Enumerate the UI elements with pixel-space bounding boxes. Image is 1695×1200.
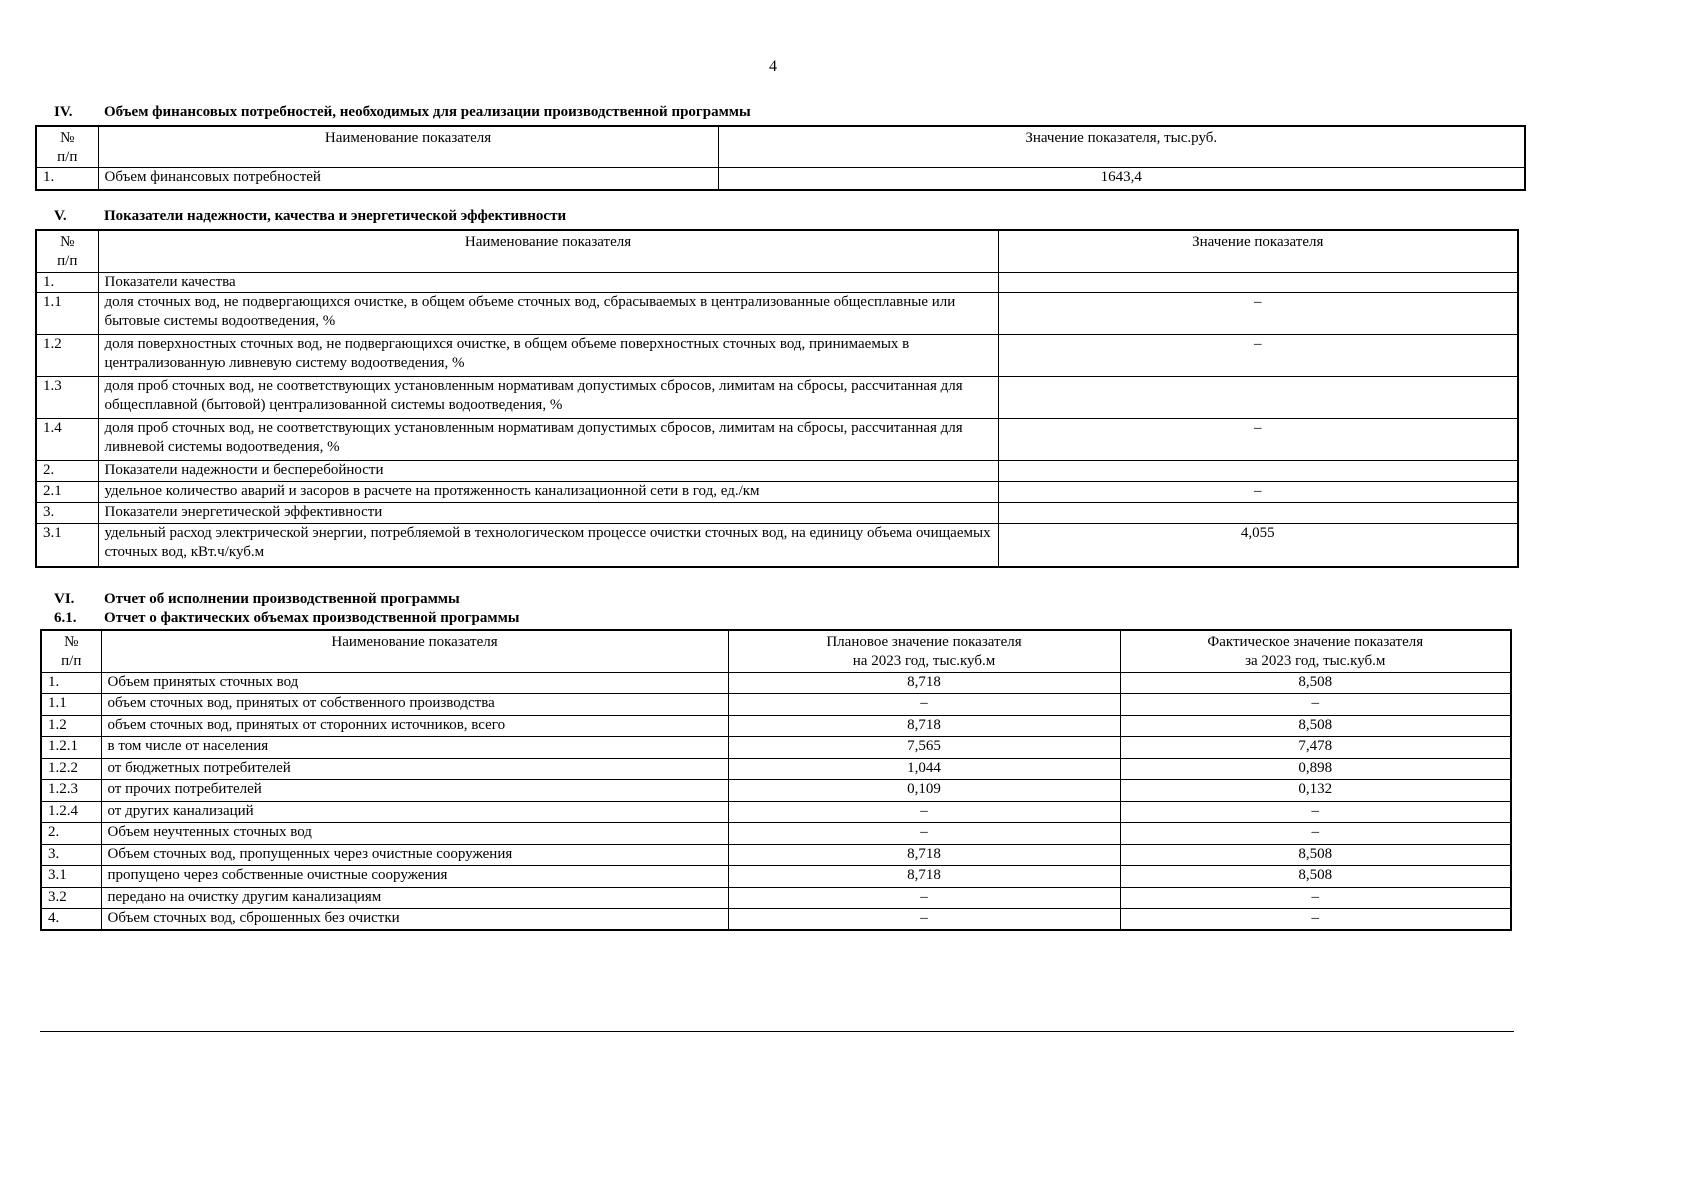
row-fact: – bbox=[1120, 801, 1511, 823]
header-num: № п/п bbox=[36, 230, 98, 272]
table-row bbox=[36, 418, 1518, 460]
row-name: Показатели качества bbox=[98, 272, 998, 292]
row-num: 2. bbox=[36, 460, 98, 481]
header-value: Значение показателя, тыс.руб. bbox=[718, 126, 1525, 168]
row-num: 3. bbox=[41, 844, 101, 866]
row-num: 1.2 bbox=[41, 715, 101, 737]
table-row bbox=[41, 694, 1511, 716]
row-plan: 8,718 bbox=[728, 866, 1120, 888]
row-value: – bbox=[998, 292, 1518, 334]
row-name: от других канализаций bbox=[101, 801, 728, 823]
row-num: 1. bbox=[36, 168, 98, 190]
row-name: объем сточных вод, принятых от собственного производства bbox=[101, 694, 728, 716]
row-name: доля проб сточных вод, не соответствующих установленным нормативам допустимых сбросов, лимитам на сбросы, рассчитанная для общесплавной (бытовой) централизованной системы водоотведения, % bbox=[98, 376, 998, 418]
row-num: 3.1 bbox=[36, 523, 98, 567]
row-name: Показатели надежности и бесперебойности bbox=[98, 460, 998, 481]
table-row bbox=[41, 866, 1511, 888]
row-num: 1.2.3 bbox=[41, 780, 101, 802]
row-fact: 8,508 bbox=[1120, 715, 1511, 737]
header-fact: Фактическое значение показателя за 2023 год, тыс.куб.м bbox=[1120, 630, 1511, 672]
table-row bbox=[36, 502, 1518, 523]
row-value bbox=[998, 460, 1518, 481]
row-value bbox=[998, 376, 1518, 418]
table-row bbox=[36, 523, 1518, 567]
row-name: передано на очистку другим канализациям bbox=[101, 887, 728, 909]
table-row bbox=[36, 460, 1518, 481]
row-value: – bbox=[998, 334, 1518, 376]
row-plan: 8,718 bbox=[728, 715, 1120, 737]
header-name: Наименование показателя bbox=[101, 630, 728, 672]
table-header-row bbox=[41, 630, 1511, 672]
row-value: 1643,4 bbox=[718, 168, 1525, 190]
section-6-1-heading: Отчет о фактических объемах производственной программы bbox=[104, 610, 520, 626]
row-num: 3.1 bbox=[41, 866, 101, 888]
row-name: Объем неучтенных сточных вод bbox=[101, 823, 728, 845]
header-num: № п/п bbox=[41, 630, 101, 672]
row-num: 3. bbox=[36, 502, 98, 523]
row-plan: 8,718 bbox=[728, 672, 1120, 694]
footer-divider bbox=[40, 1031, 1514, 1032]
header-num: № п/п bbox=[36, 126, 98, 168]
section-4-heading: Объем финансовых потребностей, необходимых для реализации производственной программы bbox=[104, 104, 751, 120]
table-row bbox=[41, 672, 1511, 694]
table-row bbox=[36, 168, 1525, 190]
table-row bbox=[41, 823, 1511, 845]
table-row bbox=[36, 334, 1518, 376]
row-plan: – bbox=[728, 887, 1120, 909]
table-row bbox=[41, 737, 1511, 759]
row-num: 2.1 bbox=[36, 481, 98, 502]
section-6-heading: Отчет об исполнении производственной программы bbox=[104, 591, 460, 607]
financial-needs-table bbox=[35, 125, 1526, 191]
row-plan: – bbox=[728, 694, 1120, 716]
row-num: 1. bbox=[36, 272, 98, 292]
section-6-1-title bbox=[54, 610, 520, 627]
reliability-table bbox=[35, 229, 1519, 568]
section-4-number: IV. bbox=[54, 104, 73, 120]
row-value: – bbox=[998, 481, 1518, 502]
row-num: 1.1 bbox=[36, 292, 98, 334]
table-row bbox=[36, 376, 1518, 418]
row-name: от прочих потребителей bbox=[101, 780, 728, 802]
table-row bbox=[36, 481, 1518, 502]
row-num: 1.2 bbox=[36, 334, 98, 376]
section-5-title bbox=[54, 208, 567, 225]
row-name: Объем сточных вод, сброшенных без очистки bbox=[101, 909, 728, 931]
table-row bbox=[41, 780, 1511, 802]
row-name: удельный расход электрической энергии, потребляемой в технологическом процессе очистки сточных вод, на единицу объема очищаемых сточных вод, кВт.ч/куб.м bbox=[98, 523, 998, 567]
row-name: Объем принятых сточных вод bbox=[101, 672, 728, 694]
row-name: от бюджетных потребителей bbox=[101, 758, 728, 780]
row-name: Объем сточных вод, пропущенных через очистные сооружения bbox=[101, 844, 728, 866]
row-name: доля сточных вод, не подвергающихся очистке, в общем объеме сточных вод, сбрасываемых в централизованные общесплавные или бытовые системы водоотведения, % bbox=[98, 292, 998, 334]
row-num: 4. bbox=[41, 909, 101, 931]
row-num: 1.2.1 bbox=[41, 737, 101, 759]
section-5-heading: Показатели надежности, качества и энергетической эффективности bbox=[104, 208, 567, 224]
table-row bbox=[41, 715, 1511, 737]
table-row bbox=[36, 292, 1518, 334]
table-row bbox=[41, 801, 1511, 823]
row-plan: 0,109 bbox=[728, 780, 1120, 802]
row-name: Объем финансовых потребностей bbox=[98, 168, 718, 190]
row-fact: – bbox=[1120, 823, 1511, 845]
table-row bbox=[41, 758, 1511, 780]
row-plan: 8,718 bbox=[728, 844, 1120, 866]
row-name: пропущено через собственные очистные сооружения bbox=[101, 866, 728, 888]
row-fact: 7,478 bbox=[1120, 737, 1511, 759]
table-header-row bbox=[36, 230, 1518, 272]
row-num: 1.2.4 bbox=[41, 801, 101, 823]
row-name: удельное количество аварий и засоров в расчете на протяженность канализационной сети в год, ед./км bbox=[98, 481, 998, 502]
row-num: 1.4 bbox=[36, 418, 98, 460]
row-value: 4,055 bbox=[998, 523, 1518, 567]
table-header-row bbox=[36, 126, 1525, 168]
row-num: 3.2 bbox=[41, 887, 101, 909]
row-fact: 0,898 bbox=[1120, 758, 1511, 780]
volumes-report-table bbox=[40, 629, 1512, 931]
row-plan: – bbox=[728, 823, 1120, 845]
section-6-title bbox=[54, 591, 460, 608]
row-num: 2. bbox=[41, 823, 101, 845]
section-6-1-number: 6.1. bbox=[54, 610, 77, 626]
row-name: доля проб сточных вод, не соответствующих установленным нормативам допустимых сбросов, лимитам на сбросы, рассчитанная для ливневой системы водоотведения, % bbox=[98, 418, 998, 460]
header-name: Наименование показателя bbox=[98, 126, 718, 168]
row-value bbox=[998, 502, 1518, 523]
row-num: 1.3 bbox=[36, 376, 98, 418]
row-num: 1. bbox=[41, 672, 101, 694]
section-6-number: VI. bbox=[54, 591, 75, 607]
row-plan: – bbox=[728, 909, 1120, 931]
row-fact: – bbox=[1120, 887, 1511, 909]
header-value: Значение показателя bbox=[998, 230, 1518, 272]
row-plan: – bbox=[728, 801, 1120, 823]
row-num: 1.2.2 bbox=[41, 758, 101, 780]
table-row bbox=[36, 272, 1518, 292]
row-fact: – bbox=[1120, 694, 1511, 716]
header-plan: Плановое значение показателя на 2023 год, тыс.куб.м bbox=[728, 630, 1120, 672]
row-fact: 8,508 bbox=[1120, 844, 1511, 866]
header-name: Наименование показателя bbox=[98, 230, 998, 272]
row-name: в том числе от населения bbox=[101, 737, 728, 759]
row-name: Показатели энергетической эффективности bbox=[98, 502, 998, 523]
row-name: объем сточных вод, принятых от сторонних источников, всего bbox=[101, 715, 728, 737]
row-name: доля поверхностных сточных вод, не подвергающихся очистке, в общем объеме поверхностных сточных вод, принимаемых в централизованную ливневую систему водоотведения, % bbox=[98, 334, 998, 376]
row-fact: 8,508 bbox=[1120, 672, 1511, 694]
row-fact: – bbox=[1120, 909, 1511, 931]
row-fact: 8,508 bbox=[1120, 866, 1511, 888]
table-row bbox=[41, 909, 1511, 931]
section-4-title bbox=[54, 104, 751, 121]
row-plan: 7,565 bbox=[728, 737, 1120, 759]
row-fact: 0,132 bbox=[1120, 780, 1511, 802]
table-row bbox=[41, 844, 1511, 866]
row-plan: 1,044 bbox=[728, 758, 1120, 780]
page-number: 4 bbox=[769, 58, 777, 75]
section-5-number: V. bbox=[54, 208, 67, 224]
row-num: 1.1 bbox=[41, 694, 101, 716]
row-value bbox=[998, 272, 1518, 292]
table-row bbox=[41, 887, 1511, 909]
row-value: – bbox=[998, 418, 1518, 460]
